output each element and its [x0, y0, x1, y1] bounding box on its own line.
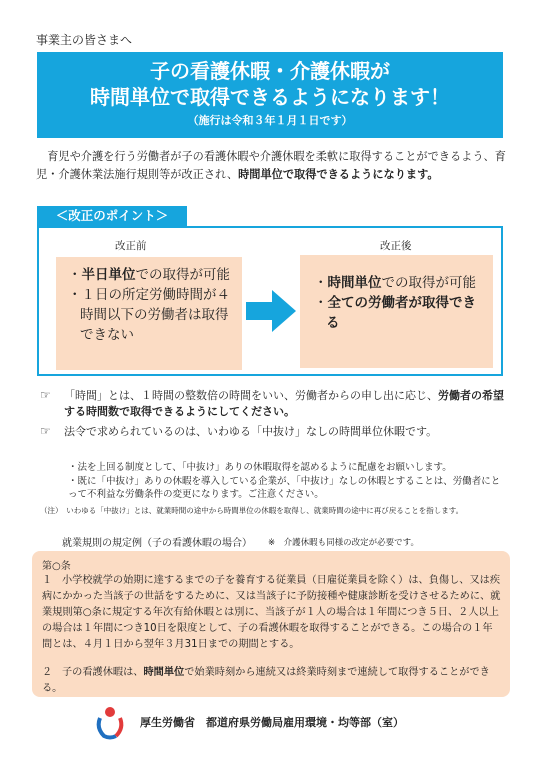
intro-text: 育児や介護を行う労働者が子の看護休暇や介護休暇を柔軟に取得することができるよう、育児・介護休業法施行規則等が改正され、: [36, 150, 506, 181]
rules-title: 就業規則の規定例（子の看護休暇の場合）: [62, 538, 252, 549]
intro-bold: 時間単位で取得できるようになります。: [238, 168, 439, 181]
note-sub-1: ・法を上回る制度として、「中抜け」ありの休暇取得を認めるように配慮をお願いします。: [68, 462, 452, 473]
effective-date: （施行は令和３年１月１日です）: [187, 114, 353, 127]
rules-item-1-number: １: [42, 575, 53, 586]
note-2: 法令で求められているのは、いわゆる「中抜け」なしの時間単位休暇です。: [64, 425, 438, 438]
rules-item-2: [42, 665, 502, 697]
after-item-1-rest: での取得が可能: [381, 275, 476, 291]
before-box: [56, 257, 242, 370]
greeting: 事業主の皆さまへ: [36, 33, 133, 47]
before-item-2-rest: １日の所定労働時間が４時間以下の労働者は取得できない: [80, 287, 230, 343]
rules-item-2-bold: 時間単位: [143, 667, 185, 678]
before-label: 改正前: [115, 240, 147, 252]
rules-item-2-text-b: で始業時刻から連続又は終業時刻まで連続して取得することができる。: [42, 667, 490, 694]
title-line2: 時間単位で取得できるようになります！: [90, 85, 450, 109]
before-item-2: ・１日の所定労働時間が４時間以下の労働者は取得できない: [68, 287, 230, 343]
before-item-1-rest: での取得が可能: [135, 267, 230, 283]
after-item-1: ・時間単位での取得が可能: [314, 275, 476, 291]
arrow-right-icon: [246, 290, 296, 336]
ministry-logo: [92, 704, 128, 744]
note-1-bold: 労働者の希望する時間数で取得できるようにしてください。: [64, 389, 504, 418]
note-sub-2: ・既に「中抜け」ありの休暇を導入している企業が、「中抜け」なしの休暇とすることは、労働者にとって不利益な労働条件の変更になります。ご注意ください。: [68, 476, 501, 500]
note-1: [64, 388, 504, 420]
before-item-1: ・半日単位での取得が可能: [68, 267, 230, 283]
rules-item-1: [42, 573, 502, 653]
before-item-1-bold: 半日単位: [81, 267, 136, 283]
after-item-2: ・全ての労働者が取得できる: [314, 295, 476, 331]
title-line1: 子の看護休暇・介護休暇が: [150, 59, 390, 83]
pointing-hand-icon: ☞: [40, 388, 51, 402]
note-1-text: 「時間」とは、１時間の整数倍の時間をいい、労働者からの申し出に応じ、: [64, 389, 438, 402]
after-label: 改正後: [380, 240, 412, 252]
after-box: [300, 255, 493, 368]
pointing-hand-icon: ☞: [40, 424, 51, 438]
title-banner: [37, 52, 503, 138]
intro-paragraph: [36, 148, 508, 184]
rules-item-2-number: ２: [42, 667, 53, 678]
rules-item-2-text-a: 子の看護休暇は、: [62, 667, 144, 678]
after-item-2-bold: 全ての労働者が取得できる: [326, 295, 476, 331]
after-item-1-bold: 時間単位: [327, 275, 382, 291]
rules-note: ※ 介護休暇も同様の改定が必要です。: [268, 538, 419, 548]
rules-item-1-text: 小学校就学の始期に達するまでの子を養育する従業員（日雇従業員を除く）は、負傷し、又は疾病にかかった当該子の世話をするために、又は当該子に予防接種や健康診断を受けさせるために、就業規則第○条に規定する年次有給休暇とは別に、当該子が１人の場合は１年間につき５日、２人以上の場合は１年間につき10日を限度として、子の看護休暇を取得することができる。この場合の１年間とは、４月１日から翌年３月31日までの期間とする。: [42, 575, 501, 650]
rules-article-head: 第○条: [42, 561, 71, 572]
organization-name: 厚生労働省 都道府県労働局雇用環境・均等部（室）: [140, 716, 404, 729]
points-tab: ＜改正のポイント＞: [37, 206, 187, 226]
footnote: （注） いわゆる「中抜け」とは、就業時間の途中から時間単位の休暇を取得し、就業時間の途中に再び戻ることを指します。: [40, 506, 464, 515]
